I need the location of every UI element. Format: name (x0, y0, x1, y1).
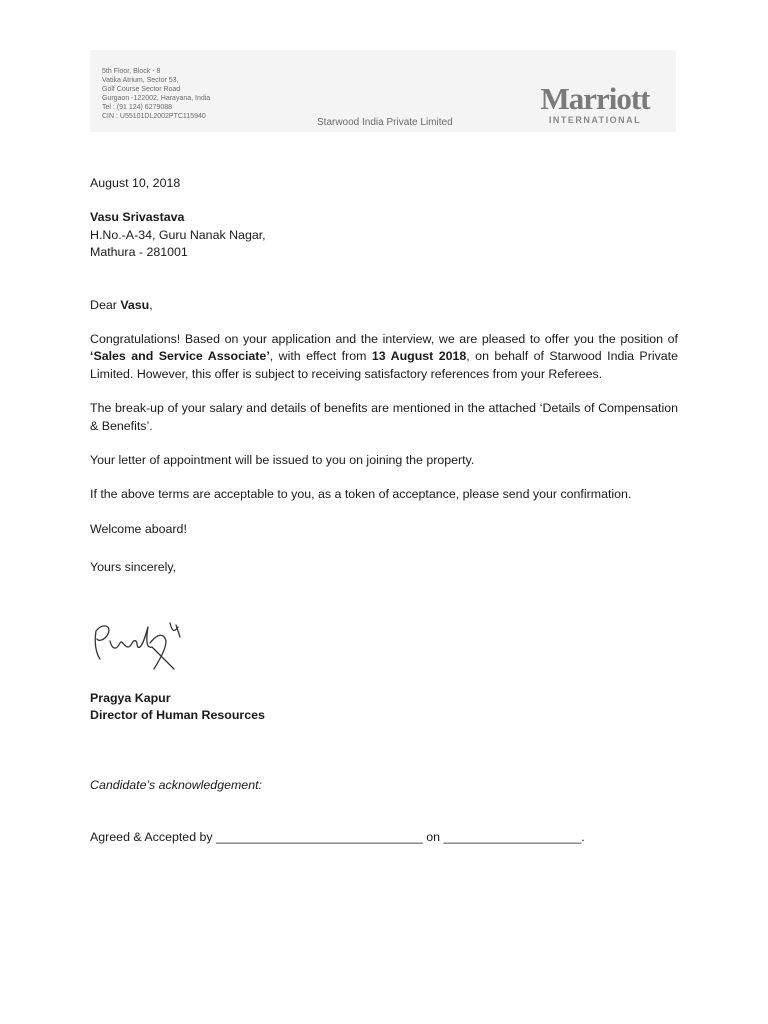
signature-image (90, 603, 186, 677)
appointment-paragraph: Your letter of appointment will be issued to you on joining the property. (90, 453, 475, 468)
acknowledgement-line: Agreed & Accepted by ______________________________ on ____________________. (90, 830, 585, 844)
closing: Yours sincerely, (90, 560, 177, 575)
offer-text: , on behalf of Starwood India Private Limited. However, this offer is subject to receiving satisfactory references from your Referees. (90, 349, 678, 381)
salutation-suffix: , (149, 297, 153, 312)
compensation-paragraph: The break-up of your salary and details of benefits are mentioned in the attached ‘Details of Compensation & Benefits’. (90, 401, 678, 433)
logo-subtitle: INTERNATIONAL (548, 115, 642, 125)
recipient-address-line: H.No.-A-34, Guru Nanak Nagar, (90, 227, 266, 242)
address-line: Gurgaon -122002, Harayana, India (102, 95, 211, 102)
company-address (102, 67, 210, 121)
welcome-paragraph: Welcome aboard! (90, 521, 187, 536)
address-line: CIN : U55101DL2002PTC115940 (102, 113, 206, 120)
offer-text: , with effect from (269, 349, 372, 364)
signer-name: Pragya Kapur (90, 691, 171, 705)
recipient-address-line: Mathura - 281001 (90, 245, 188, 260)
letter-body (90, 175, 678, 577)
company-name: Starwood India Private Limited (317, 117, 453, 128)
offer-paragraph (90, 331, 678, 383)
offer-position: ‘Sales and Service Associate’ (90, 349, 270, 364)
recipient-name: Vasu Srivastava (90, 210, 185, 225)
signer-block (90, 690, 265, 725)
salutation (90, 297, 678, 314)
confirmation-paragraph: If the above terms are acceptable to you, as a token of acceptance, please send your confirmation. (90, 487, 632, 502)
acknowledgement-label: Candidate’s acknowledgement: (90, 778, 262, 792)
address-line: 5th Floor, Block - 8 (102, 68, 161, 75)
salutation-name: Vasu (120, 297, 150, 312)
address-line: Tel : (91 124) 6279088 (102, 104, 173, 111)
letterhead (90, 50, 676, 132)
marriott-logo (530, 81, 660, 125)
address-line: Vatika Atrium, Sector 53, (102, 77, 179, 84)
salutation-prefix: Dear (90, 297, 121, 312)
offer-text: Congratulations! Based on your application and the interview, we are pleased to offer you the position of (90, 332, 678, 347)
address-line: Golf Course Sector Road (102, 86, 181, 93)
letter-date: August 10, 2018 (90, 176, 181, 190)
offer-start-date: 13 August 2018 (371, 349, 467, 364)
signer-title: Director of Human Resources (90, 708, 265, 723)
logo-wordmark: Marriott (540, 81, 650, 116)
